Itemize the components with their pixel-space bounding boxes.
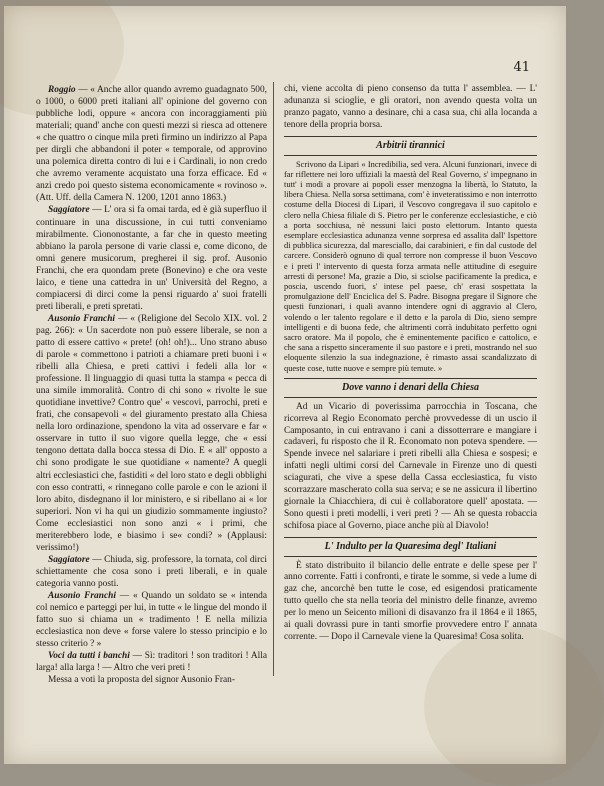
newspaper-page — [4, 6, 566, 764]
rule — [284, 155, 537, 156]
speech-paragraph — [36, 650, 267, 674]
speaker-name: Saggiatore — [48, 205, 90, 216]
speech-paragraph — [36, 84, 267, 204]
speech-paragraph — [36, 204, 267, 312]
speaker-name: Roggio — [48, 85, 76, 95]
article-title: L' Indulto per la Quaresima degl' Italiani — [324, 540, 497, 552]
speech-text: — « Quando un soldato se « intenda col nemico e parteggi per lui, in tutte « le lingue del mondo il fatto suo si chiama un « tradimento ! E nella milizia ecclesiastica non deve « forse valere lo stesso principio e lo stesso criterio ? » — [36, 590, 268, 650]
speech-text: Messa a voti la proposta del signor Ausonio Fran- — [48, 675, 235, 686]
speech-text: — Chiuda, sig. professore, la tornata, col dirci schiettamente che cosa sono i preti liberali, e in quale categoria vanno posti. — [36, 554, 268, 589]
page-number: 41 — [513, 60, 530, 75]
speaker-name: Ausonio Franchi — [48, 313, 116, 324]
speech-paragraph — [36, 313, 267, 554]
rule — [284, 136, 537, 137]
rule — [284, 397, 537, 398]
article-body: È stato distribuito il bilancio delle entrate e delle spese per l' anno corrente. Fatti i confronti, e tirate le somme, si vede a lume di gaz che, ancorchè ben tutte le cose, ed esigendosi praticamente tutto quello che sta nella teoria del ministro delle finanze, avremo per lo meno un Seicento milioni di disavanzo fra il 1864 e il 1865, ai quali dovrassi pure in tanti smorfie provvedere entro l' annata corrente. — Dopo il Carnevale viene la Quaresima! Cosa solita. — [284, 560, 537, 643]
speaker-name: Ausonio Franchi — [48, 590, 116, 601]
column-divider — [273, 82, 274, 676]
article-body: Ad un Vicario di poverissima parrocchia in Toscana, che ricorreva al Regio Economato perchè provvedesse di un uscio il Camposanto, in cui entravano i cani a dissotterrare e mangiare i cadaveri, fu risposto che il R. Economato non poteva spendere. — Spende invece nel salariare i preti ribelli alla Chiesa e sospesi; e infatti negli ultimi corsi del Carnevale in Firenze uno di questi sciagurati, che vive a spese della Cassa ecclesiastica, fu visto scorrazzare mascherato colla sua serva; e se ne assicura il libertino giornale la Chiacchiera, di cui è collaboratore quell' apostata. — Sono questi i preti modelli, i veri preti ? — Ah se questa robaccia schifosa piace al Governo, piace anche più al Diavolo! — [284, 401, 537, 531]
rule — [284, 378, 537, 379]
left-column — [36, 84, 268, 686]
right-column — [284, 84, 537, 674]
article-body: Scrivono da Lipari « Incredibilia, sed vera. Alcuni funzionari, invece di far riflettere nei loro uffiziali la maestà del Real Governo, s' impegnano in tutt' i modi a provare ai popoli esser menzogna la libertà, lo Statuto, la libera Chiesa. Nella sorsa settimana, com' è inveteratissimo e non interrotto costume della Diocesi di Lipari, il Vescovo congregava il suo capitolo e clero nella Chiesa filiale di S. Pietro per le conferenze ecclesiastiche, e ciò a porta socchiusa, nè nessuni laici posto elettorum. Intanto questa esemplare ecclesiastica adunanza venne sorpresa ed assalita dall' Ispettore di pubblica sicurezza, dal maresciallo, dai carabinieri, e fin dal custode del carcere. Considerò ognuno di qual terrore non compresse il buon Vescovo e i preti l' intervento di questa forza armata nelle attitudine di eseguire arresti di persone! Ma, grazie a Dio, si sciolse pacificamente la predica, e poscia, uscendo fuori, s' intese pel paese, ch' erasi sospettata la promulgazione dell' Enciclica del S. Padre. Bisogna pregare il Signore che questi funzionari, i quali avanno intendere ogni di aggravio al Clero, volendo o ler talento regolare e il detto e la parola di Dio, sieno sempre intelligenti e di buona fede, che altrimenti corrà indubitato perfetto ogni sacro oratore. Ma il popolo, che è eminentemente pacifico e cattolico, e che sana a rispetto sinceramente il suo pastore e i preti, mostrando nel suo eloquente silenzio la sua indegnazione, è rimasto assai scandalizzato di queste cose, tutte nuove e sempre più temute. » — [284, 159, 537, 373]
speech-text: — Sì: traditori ! son traditori ! Alla larga! alla larga ! — Altro che veri preti ! — [36, 651, 268, 674]
speech-text: — « Anche allor quando avremo guadagnato 500, o 1000, o 6000 preti italiani all' opinione del governo con pubbliche lodi, oppure « ancora con incoraggiamenti più materiali; quand' anche con questi mezzi si riesca ad ottenere « che quattro o cinque mila preti firmino un indirizzo al Papa per dirgli che abbandoni il poter « temporale, od approvino una polemica diretta contro di lui e i Cardinali, io non credo che avremo veramente acquistato una forza efficace. Ed « anzi credo poi questo sistema economicamente « rovinoso ». (Att. Uff. della Camera N. 1200, 1201 anno 1863.) — [36, 85, 267, 204]
speech-text: — L' ora si fa omai tarda, ed è già superfluo il continuare in una discussione, in cui tutti conveniamo mirabilmente. Ciononostante, a far che in questo meeting abbiano la parola persone di varie classi e, come dicono, de omni genere musicorum, pregherei il sig. prof. Ausonio Franchi, che era quondam prete (Bonevino) e che ora veste laico, e tiene una cattedra in un' Università del Regno, a compiacersi di dirci come la pensi riguardo a' suoi fratelli preti liberali, e preti spretati. — [36, 205, 268, 312]
rule — [284, 556, 537, 557]
article-title: Arbitrii tirannici — [376, 139, 445, 151]
speech-text: — « (Religione del Secolo XIX. vol. 2 pag. 266): « Un sacerdote non può essere liberale, se non a patto di essere cattivo « prete! (oh! oh!)... Uno strano abuso di parole « commettono i patrioti a chiamare preti buoni i « ribelli alla Chiesa, e preti cattivi i fedeli alla lor « professione. Il linguaggio di quasi tutta la stampa « pecca di una simile immoralità. Contro di chi sono « rivolte le sue quotidiane invettive? Contro que' « vescovi, parrochi, preti e frati, che consapevoli « del giuramento prestato alla Chiesa nella loro ordinazione, spendono la vita ad osservare e far « osservare in tutto il suo vigore quella legge, che « essi tengono dettata dalla bocca stessa di Dio. E « all' opposto a chi sono prodigate le sue quotidiane « namente? A quegli altri ecclesiastici che, fastiditi « del loro stato e degli obblighi con esso contratti, « rinnegano colle parole e con le azioni il loro abito, disdegnano il lor ministero, e si ribellano ai « lor superiori. Non vi ha qui un giudizio sommamente ingiusto? Come ecclesiastici non sono anzi « i primi, che meriterebbero lode, e biasimo i se« condi? » (Applausi: verissimo!) — [36, 313, 268, 553]
speech-paragraph — [36, 590, 267, 650]
speech-paragraph — [36, 554, 267, 590]
speaker-name: Voci da tutti i banchi — [48, 651, 130, 662]
article-title: Dove vanno i denari della Chiesa — [342, 381, 479, 393]
speech-paragraph — [36, 674, 267, 686]
continuation-text: chi, viene accolta di pieno consenso da tutta l' assemblea. — L' adunanza si scioglie, e gli oratori, non avendo questa volta un pranzo pagato, vanno a desinare, chi a casa sua, chi alla locanda a tenore della propria borsa. — [284, 84, 537, 130]
rule — [284, 537, 537, 538]
speaker-name: Saggiatore — [48, 554, 90, 565]
